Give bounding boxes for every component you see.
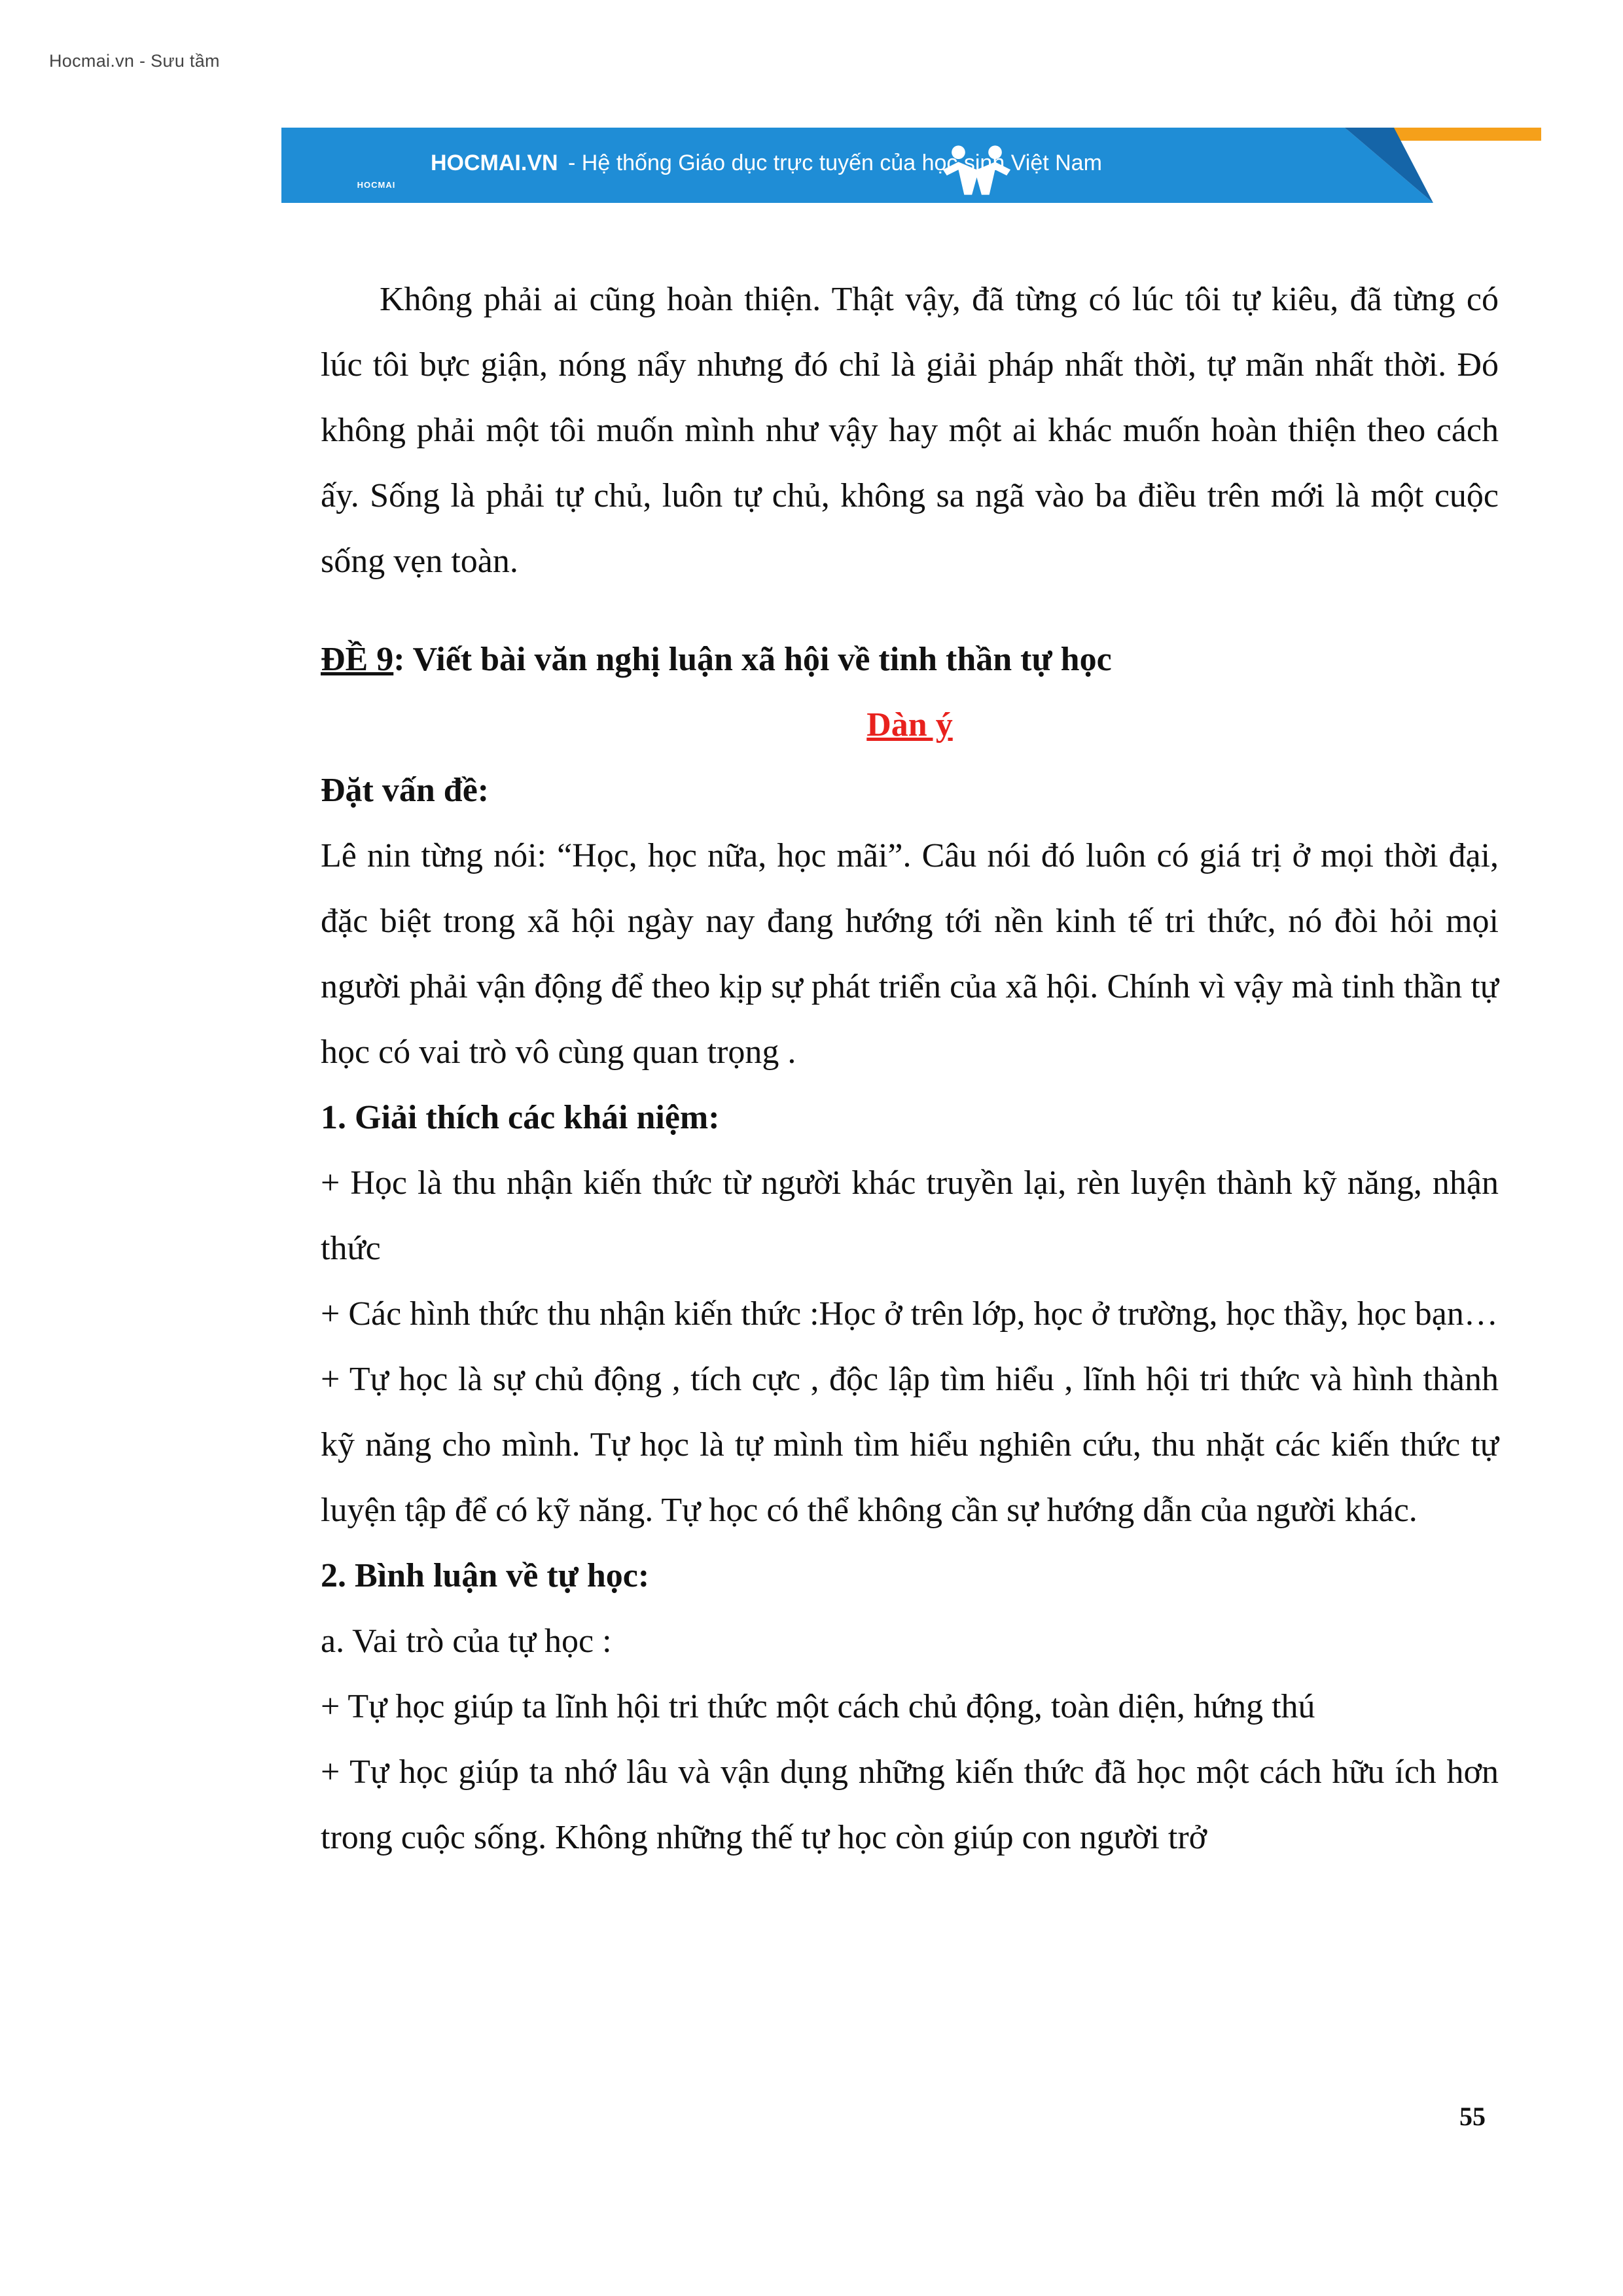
topic-heading xyxy=(321,627,1499,692)
section-intro-heading: Đặt vấn đề: xyxy=(321,772,490,809)
list-item: + Tự học giúp ta nhớ lâu và vận dụng những kiến thức đã học một cách hữu ích hơn trong cuộc sống. Không những thế tự học còn giúp con người trở xyxy=(321,1753,1499,1856)
list-item: + Tự học giúp ta lĩnh hội tri thức một cách chủ động, toàn diện, hứng thú xyxy=(321,1688,1315,1725)
source-note: Hocmai.vn - Sưu tầm xyxy=(49,51,220,71)
header-banner xyxy=(281,128,1541,203)
outline-title: Dàn ý xyxy=(866,706,953,744)
document-content xyxy=(321,267,1499,1871)
banner-title xyxy=(431,151,1102,176)
brand-name: HOCMAI.VN xyxy=(431,151,558,175)
list-item: + Tự học là sự chủ động , tích cực , độc lập tìm hiểu , lĩnh hội tri thức và hình thành kỹ năng cho mình. Tự học là tự mình tìm hiểu nghiên cứu, thu nhặt các kiến thức tự luyện tập để có kỹ năng. Tự học có thể không cần sự hướng dẫn của người khác. xyxy=(321,1361,1499,1529)
list-item: + Học là thu nhận kiến thức từ người khác truyền lại, rèn luyện thành kỹ năng, nhận thức xyxy=(321,1164,1499,1267)
topic-label: ĐỀ 9 xyxy=(321,641,394,678)
page-number: 55 xyxy=(1459,2102,1486,2131)
topic-title: : Viết bài văn nghị luận xã hội về tinh thần tự học xyxy=(393,641,1112,678)
section2-heading: 2. Bình luận về tự học: xyxy=(321,1557,650,1594)
list-item: + Các hình thức thu nhận kiến thức :Học ở trên lớp, học ở trường, học thầy, học bạn… xyxy=(321,1295,1498,1333)
banner-tagline: - Hệ thống Giáo dục trực tuyến của học sinh Việt Nam xyxy=(568,151,1102,175)
intro-paragraph: Không phải ai cũng hoàn thiện. Thật vậy, đã từng có lúc tôi tự kiêu, đã từng có lúc tôi bực giận, nóng nẩy nhưng đó chỉ là giải pháp nhất thời, tự mãn nhất thời. Đó không phải một tôi muốn mình như vậy hay một ai khác muốn hoàn thiện theo cách ấy. Sống là phải tự chủ, luôn tự chủ, không sa ngã vào ba điều trên mới là một cuộc sống vẹn toàn. xyxy=(321,281,1499,580)
section-intro-text: Lê nin từng nói: “Học, học nữa, học mãi”. Câu nói đó luôn có giá trị ở mọi thời đại, đặc biệt trong xã hội ngày nay đang hướng tới nền kinh tế tri thức, nó đòi hỏi mọi người phải vận động để theo kịp sự phát triển của xã hội. Chính vì vậy mà tinh thần tự học có vai trò vô cùng quan trọng . xyxy=(321,837,1499,1071)
logo-text: HOCMAI xyxy=(357,180,396,190)
section1-heading: 1. Giải thích các khái niệm: xyxy=(321,1099,720,1136)
section2a-subheading: a. Vai trò của tự học : xyxy=(321,1623,612,1660)
